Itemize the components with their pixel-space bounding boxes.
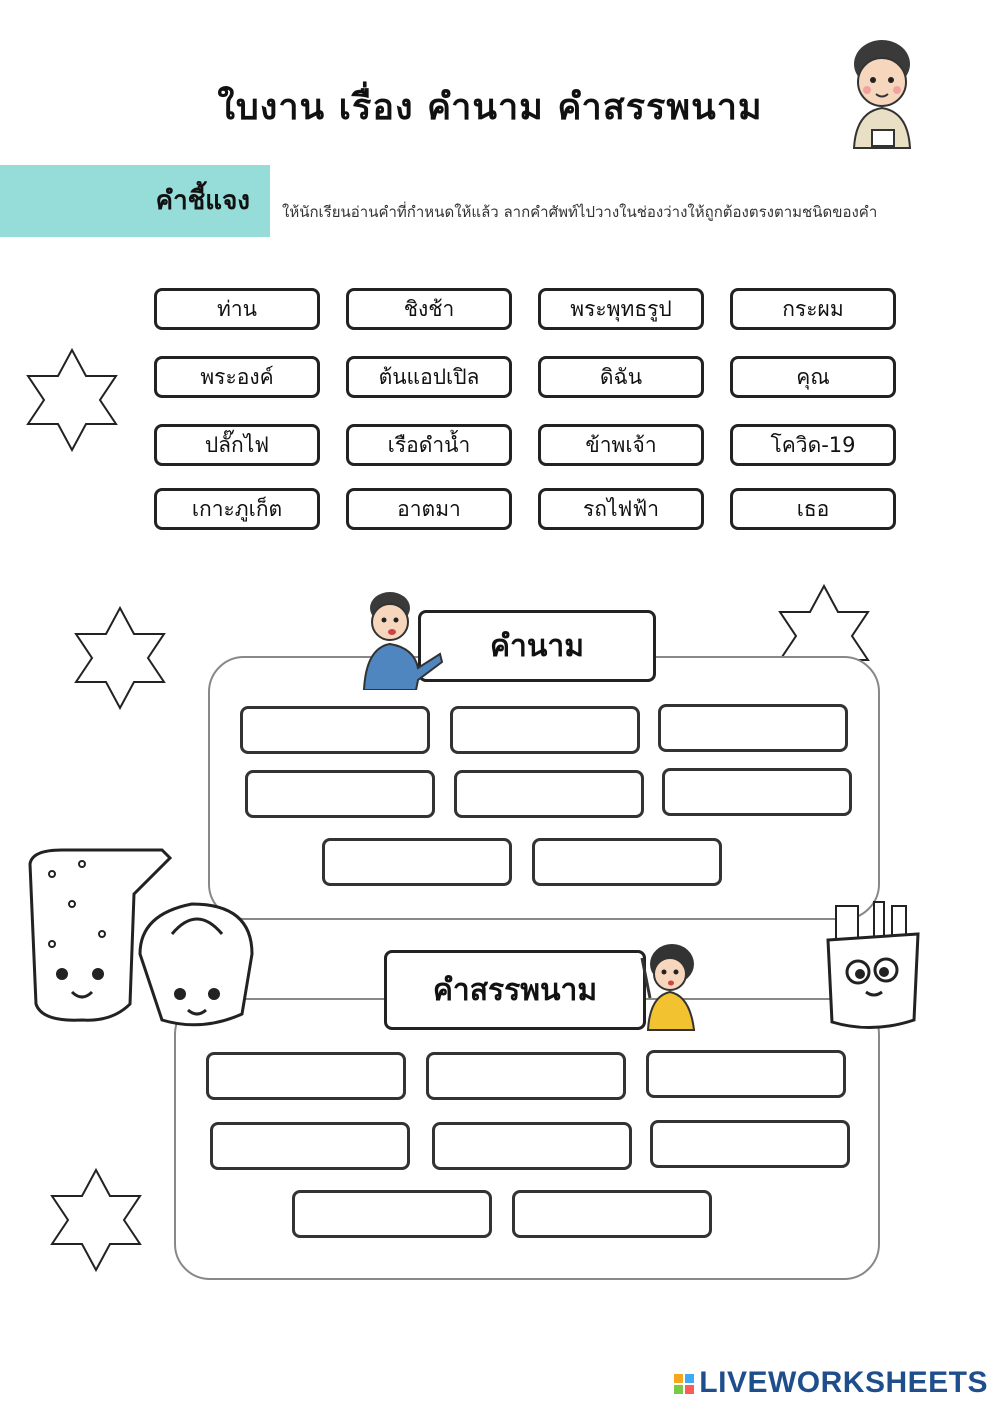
word-card[interactable]: ข้าพเจ้า <box>538 424 704 466</box>
girl-icon <box>640 938 704 1032</box>
noun-drop-slot[interactable] <box>658 704 848 752</box>
pronoun-drop-slot[interactable] <box>210 1122 410 1170</box>
noun-drop-slot[interactable] <box>322 838 512 886</box>
star-icon <box>20 348 124 452</box>
cake-character-icon <box>22 844 272 1044</box>
pencil-cup-character-icon <box>822 900 932 1036</box>
word-card[interactable]: เกาะภูเก็ต <box>154 488 320 530</box>
noun-drop-slot[interactable] <box>532 838 722 886</box>
noun-drop-slot[interactable] <box>450 706 640 754</box>
liveworksheets-logo-icon <box>673 1373 695 1395</box>
instruction-text: ให้นักเรียนอ่านคำที่กำหนดให้แล้ว ลากคำศัพท์ไปวางในช่องว่างให้ถูกต้องตรงตามชนิดของคำ <box>282 203 878 221</box>
teacher-boy-icon <box>358 588 444 690</box>
word-card[interactable]: ต้นแอปเปิล <box>346 356 512 398</box>
instruction-label: คำชี้แจง <box>155 186 250 216</box>
page-title: ใบงาน เรื่อง คำนาม คำสรรพนาม <box>217 87 763 128</box>
pronoun-drop-slot[interactable] <box>650 1120 850 1168</box>
word-card[interactable]: ชิงช้า <box>346 288 512 330</box>
pronoun-drop-slot[interactable] <box>426 1052 626 1100</box>
star-icon <box>44 1168 148 1272</box>
word-card[interactable]: เธอ <box>730 488 896 530</box>
star-icon <box>68 606 172 710</box>
pronoun-drop-slot[interactable] <box>292 1190 492 1238</box>
pronoun-drop-slot[interactable] <box>206 1052 406 1100</box>
noun-drop-slot[interactable] <box>240 706 430 754</box>
brand-text: LIVEWORKSHEETS <box>699 1366 988 1399</box>
word-card[interactable]: พระองค์ <box>154 356 320 398</box>
pronoun-title: คำสรรพนาม <box>384 950 646 1030</box>
pronoun-drop-slot[interactable] <box>646 1050 846 1098</box>
word-card[interactable]: รถไฟฟ้า <box>538 488 704 530</box>
pronoun-drop-slot[interactable] <box>432 1122 632 1170</box>
liveworksheets-brand <box>673 1366 988 1400</box>
word-card[interactable]: ปลั๊กไฟ <box>154 424 320 466</box>
word-card[interactable]: พระพุทธรูป <box>538 288 704 330</box>
noun-title: คำนาม <box>418 610 656 682</box>
word-card[interactable]: กระผม <box>730 288 896 330</box>
noun-drop-slot[interactable] <box>662 768 852 816</box>
word-card[interactable]: เรือดำน้ำ <box>346 424 512 466</box>
word-card[interactable]: ดิฉัน <box>538 356 704 398</box>
pronoun-drop-slot[interactable] <box>512 1190 712 1238</box>
noun-drop-slot[interactable] <box>454 770 644 818</box>
word-card[interactable]: ท่าน <box>154 288 320 330</box>
word-card[interactable]: อาตมา <box>346 488 512 530</box>
noun-drop-slot[interactable] <box>245 770 435 818</box>
word-card[interactable]: โควิด-19 <box>730 424 896 466</box>
boy-icon <box>842 36 922 154</box>
word-card[interactable]: คุณ <box>730 356 896 398</box>
